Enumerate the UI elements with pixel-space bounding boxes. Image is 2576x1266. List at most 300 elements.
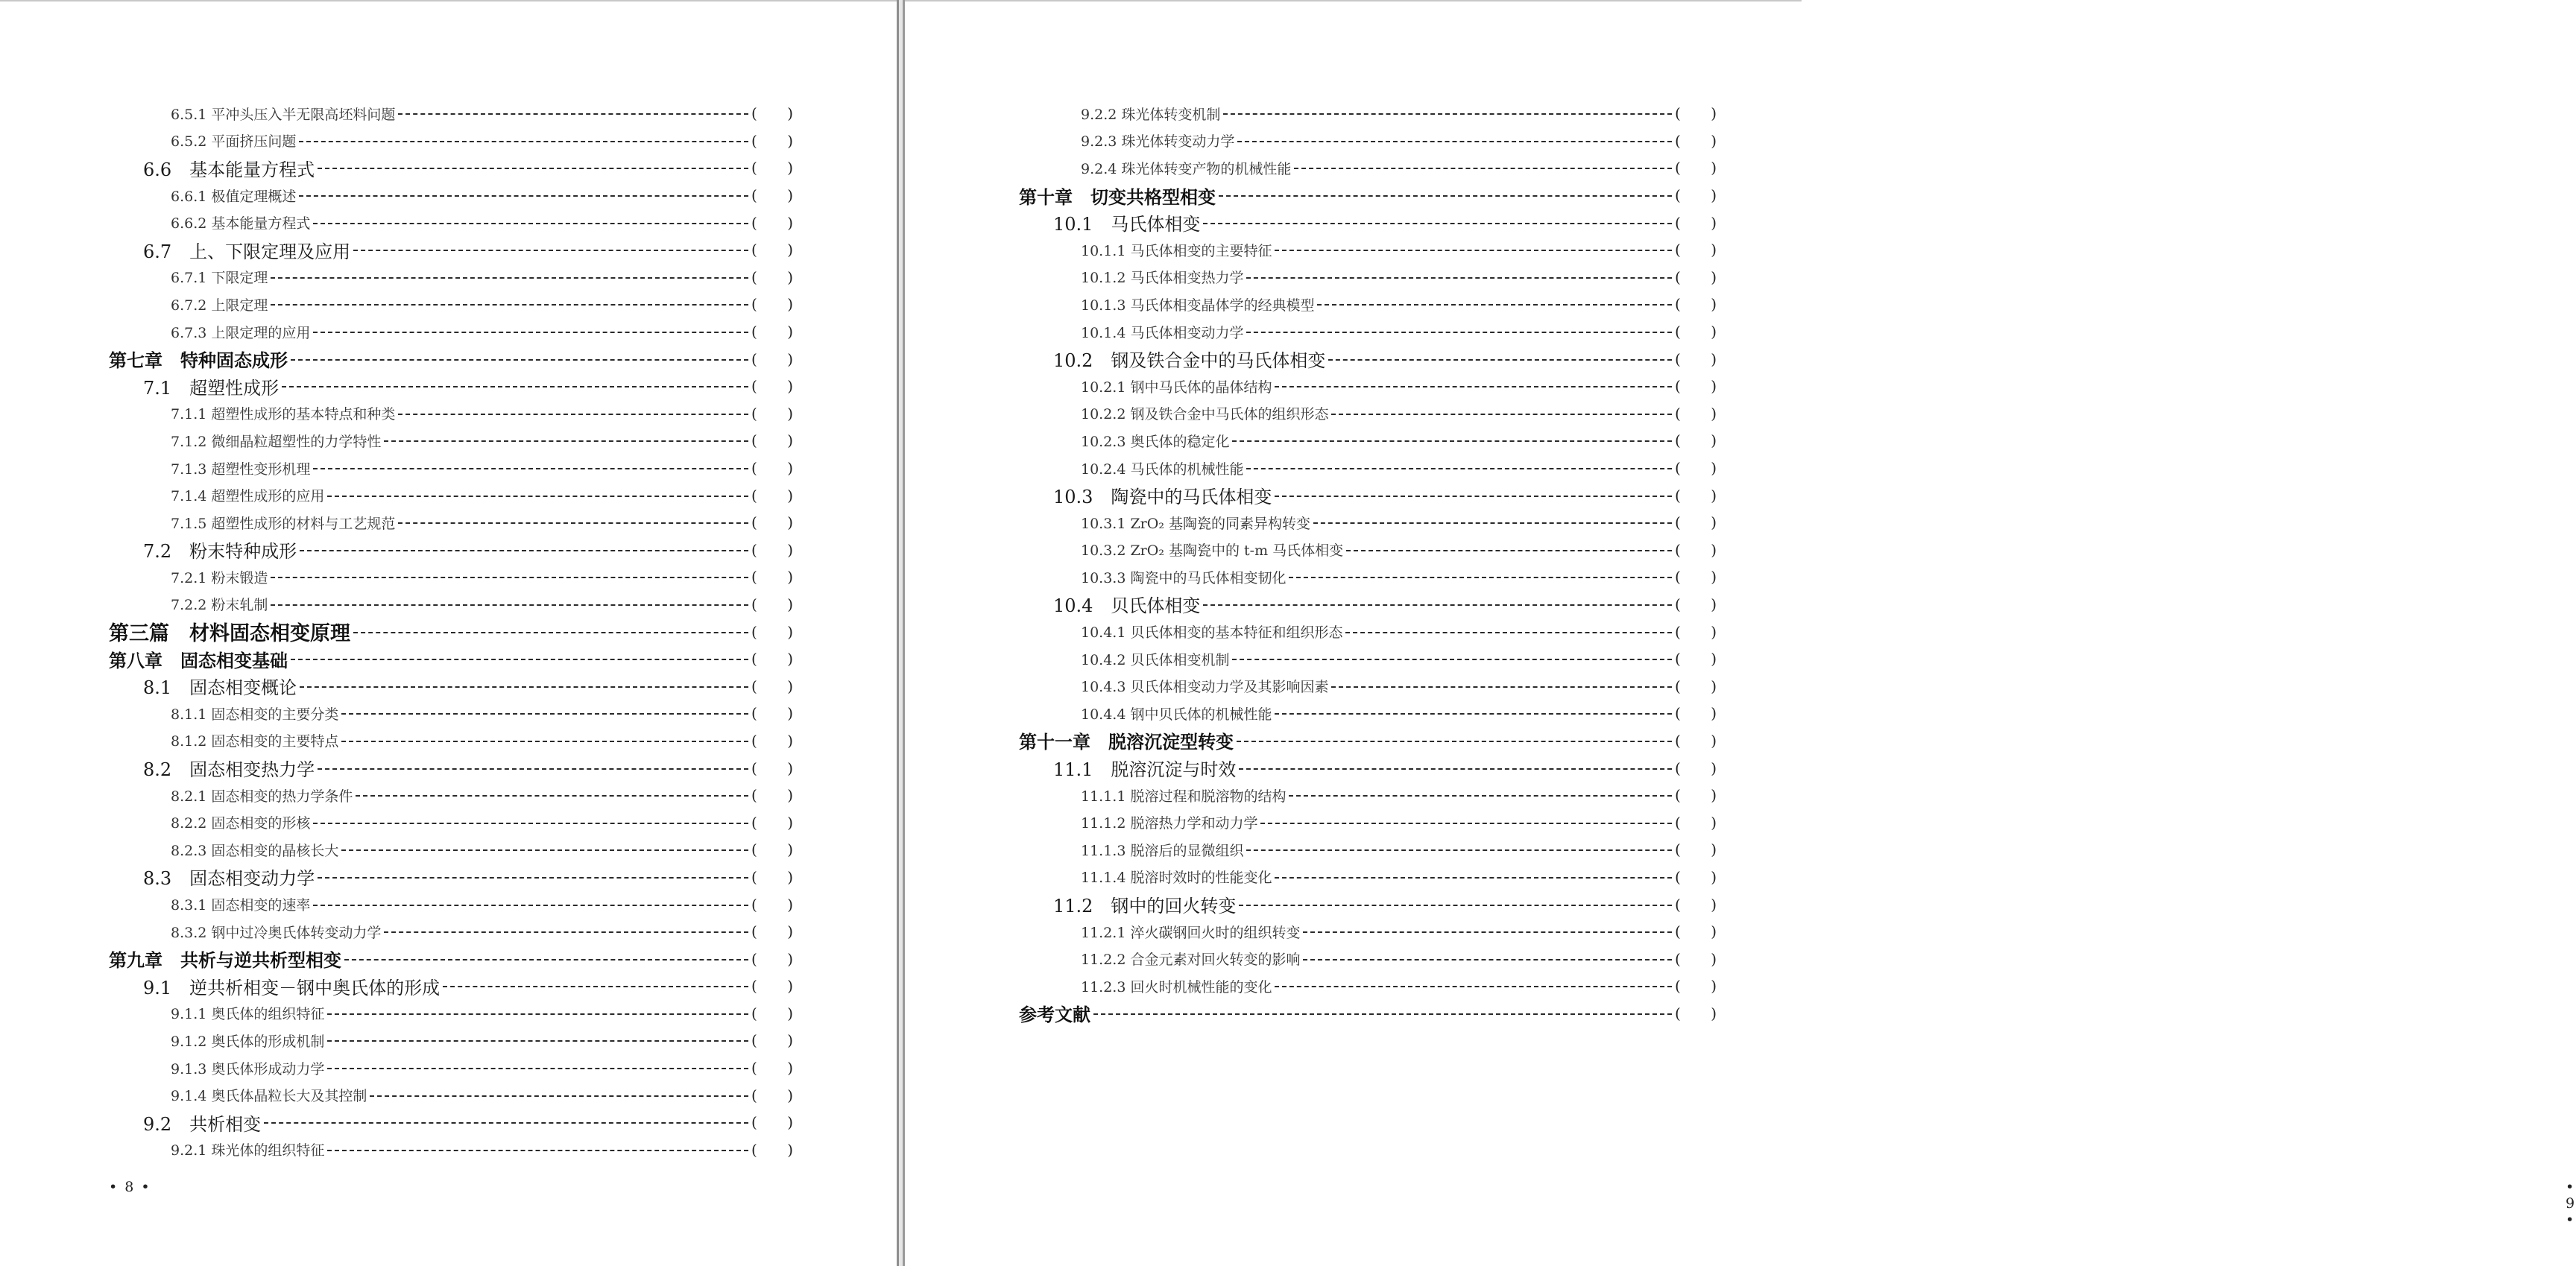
toc-entry-sub[interactable] xyxy=(1019,154,1717,182)
open-paren: ( xyxy=(1675,104,1681,123)
toc-entry-sub[interactable] xyxy=(1019,808,1717,836)
dash-leader xyxy=(291,359,748,361)
page-ref-placeholder xyxy=(1675,132,1717,150)
close-paren: ) xyxy=(787,895,793,914)
toc-entry-section[interactable] xyxy=(1019,591,1717,618)
toc-entry-chapter[interactable] xyxy=(1019,1000,1717,1028)
page-ref-placeholder xyxy=(751,350,793,368)
toc-entry-section[interactable] xyxy=(1019,890,1717,918)
close-paren: ) xyxy=(787,241,793,259)
toc-entry-section[interactable] xyxy=(109,672,793,700)
page-ref-placeholder xyxy=(751,104,793,122)
page-ref-placeholder xyxy=(1675,786,1717,804)
toc-entry-title: 11.2.1 淬火碳钢回火时的组织转变 xyxy=(1081,924,1301,941)
toc-entry-sub[interactable] xyxy=(109,1136,793,1164)
open-paren: ( xyxy=(1675,241,1681,259)
dash-leader xyxy=(1203,604,1672,606)
open-paren: ( xyxy=(751,595,757,613)
toc-entry-title: 第七章 特种固态成形 xyxy=(109,350,288,372)
page-ref-placeholder xyxy=(751,922,793,940)
toc-entry-sub[interactable] xyxy=(1019,700,1717,727)
toc-entry-sub[interactable] xyxy=(1019,618,1717,645)
page-ref-placeholder xyxy=(1675,623,1717,641)
open-paren: ( xyxy=(751,1113,757,1132)
open-paren: ( xyxy=(751,867,757,886)
toc-entry-sub[interactable] xyxy=(1019,864,1717,891)
open-paren: ( xyxy=(751,540,757,559)
close-paren: ) xyxy=(1711,431,1717,450)
dash-leader xyxy=(313,905,748,906)
open-paren: ( xyxy=(751,1086,757,1104)
toc-entry-sub[interactable] xyxy=(109,890,793,918)
dash-leader xyxy=(299,141,748,142)
toc-entry-sub[interactable] xyxy=(1019,672,1717,700)
close-paren: ) xyxy=(1711,104,1717,123)
close-paren: ) xyxy=(787,295,793,314)
page-ref-placeholder xyxy=(1675,568,1717,586)
close-paren: ) xyxy=(787,704,793,723)
toc-entry-title: 10.2.4 马氏体的机械性能 xyxy=(1081,460,1244,478)
close-paren: ) xyxy=(787,677,793,695)
toc-entry-sub[interactable] xyxy=(109,127,793,155)
close-paren: ) xyxy=(1711,513,1717,532)
toc-entry-title: 9.2.4 珠光体转变产物的机械性能 xyxy=(1081,160,1292,177)
page-top-border xyxy=(905,0,1802,1)
open-paren: ( xyxy=(751,323,757,341)
close-paren: ) xyxy=(787,213,793,232)
open-paren: ( xyxy=(751,431,757,450)
open-paren: ( xyxy=(751,377,757,396)
toc-entry-section[interactable] xyxy=(1019,345,1717,373)
toc-entry-title: 第八章 固态相变基础 xyxy=(109,650,288,671)
open-paren: ( xyxy=(1675,922,1681,941)
toc-entry-sub[interactable] xyxy=(1019,509,1717,537)
toc-entry-sub[interactable] xyxy=(109,918,793,946)
toc-entry-title: 10.1.4 马氏体相变动力学 xyxy=(1081,324,1244,341)
page-ref-placeholder xyxy=(751,1004,793,1022)
dash-leader xyxy=(1275,877,1672,879)
toc-entry-title: 7.1.4 超塑性成形的应用 xyxy=(171,488,325,505)
page-ref-placeholder xyxy=(1675,541,1717,559)
page-ref-placeholder xyxy=(751,1113,793,1131)
close-paren: ) xyxy=(1711,813,1717,832)
dash-leader xyxy=(318,168,748,169)
close-paren: ) xyxy=(1711,595,1717,613)
open-paren: ( xyxy=(751,295,757,314)
toc-entry-sub[interactable] xyxy=(1019,945,1717,972)
toc-entry-section[interactable] xyxy=(1019,481,1717,509)
toc-entry-sub[interactable] xyxy=(109,209,793,236)
dash-leader xyxy=(1093,1013,1672,1015)
dash-leader xyxy=(1345,632,1672,633)
close-paren: ) xyxy=(787,1140,793,1159)
page-ref-placeholder xyxy=(751,704,793,722)
close-paren: ) xyxy=(1711,213,1717,232)
page-ref-placeholder xyxy=(1675,922,1717,940)
toc-entry-chapter[interactable] xyxy=(109,345,793,373)
page-ref-placeholder xyxy=(751,786,793,804)
page-ref-placeholder xyxy=(751,377,793,395)
dash-leader xyxy=(271,277,748,279)
close-paren: ) xyxy=(1711,977,1717,996)
page-ref-placeholder xyxy=(1675,650,1717,668)
dash-leader xyxy=(271,577,748,578)
open-paren: ( xyxy=(751,622,757,641)
toc-entry-section[interactable] xyxy=(1019,209,1717,236)
page-ref-placeholder xyxy=(751,1141,793,1159)
toc-entry-sub[interactable] xyxy=(109,455,793,482)
toc-entry-sub[interactable] xyxy=(109,481,793,509)
toc-entry-section[interactable] xyxy=(109,236,793,264)
close-paren: ) xyxy=(787,323,793,341)
toc-entry-title: 第三篇 材料固态相变原理 xyxy=(109,622,350,646)
toc-entry-title: 11.1.2 脱溶热力学和动力学 xyxy=(1081,815,1258,832)
toc-entry-title: 11.2.2 合金元素对回火转变的影响 xyxy=(1081,952,1301,969)
toc-entry-title: 8.1.1 固态相变的主要分类 xyxy=(171,706,339,723)
open-paren: ( xyxy=(1675,268,1681,286)
open-paren: ( xyxy=(1675,349,1681,368)
open-paren: ( xyxy=(1675,377,1681,396)
dash-leader xyxy=(1275,386,1672,387)
page-ref-placeholder xyxy=(1675,377,1717,395)
dash-leader xyxy=(1246,332,1672,333)
open-paren: ( xyxy=(1675,213,1681,232)
toc-entry-title: 10.2.2 钢及铁合金中马氏体的组织形态 xyxy=(1081,406,1329,423)
close-paren: ) xyxy=(787,404,793,422)
toc-entry-sub[interactable] xyxy=(1019,537,1717,564)
toc-entry-sub[interactable] xyxy=(109,427,793,455)
dash-leader xyxy=(313,823,748,824)
page-ref-placeholder xyxy=(1675,868,1717,886)
toc-entry-section[interactable] xyxy=(109,972,793,1000)
page-ref-placeholder xyxy=(1675,186,1717,204)
page-ref-placeholder xyxy=(751,1059,793,1077)
close-paren: ) xyxy=(1711,759,1717,777)
dash-leader xyxy=(370,1095,748,1097)
page-ref-placeholder xyxy=(1675,513,1717,531)
open-paren: ( xyxy=(751,841,757,859)
page-ref-placeholder xyxy=(751,950,793,968)
toc-entry-sub[interactable] xyxy=(1019,264,1717,291)
toc-entry-sub[interactable] xyxy=(109,509,793,537)
toc-entry-sub[interactable] xyxy=(1019,972,1717,1000)
page-ref-placeholder xyxy=(751,732,793,750)
close-paren: ) xyxy=(787,268,793,286)
close-paren: ) xyxy=(787,841,793,859)
toc-entry-section[interactable] xyxy=(109,754,793,782)
page-ref-placeholder xyxy=(751,868,793,886)
page-ref-placeholder xyxy=(751,186,793,204)
page-ref-placeholder xyxy=(1675,459,1717,477)
dash-leader xyxy=(1237,141,1672,142)
open-paren: ( xyxy=(751,949,757,968)
dash-leader xyxy=(1232,440,1672,442)
close-paren: ) xyxy=(1711,349,1717,368)
dash-leader xyxy=(327,1040,748,1042)
toc-entry-title: 9.2.3 珠光体转变动力学 xyxy=(1081,133,1235,151)
toc-entry-section[interactable] xyxy=(109,864,793,891)
dash-leader xyxy=(1275,250,1672,251)
toc-entry-title: 10.1.1 马氏体相变的主要特征 xyxy=(1081,242,1272,259)
toc-entry-sub[interactable] xyxy=(1019,563,1717,591)
open-paren: ( xyxy=(751,786,757,805)
dash-leader xyxy=(327,496,748,497)
toc-entry-title: 9.1 逆共析相变－钢中奥氏体的形成 xyxy=(143,977,441,998)
open-paren: ( xyxy=(751,1004,757,1022)
dash-leader xyxy=(313,332,748,333)
toc-entry-title: 8.2 固态相变热力学 xyxy=(143,759,315,781)
toc-entry-sub[interactable] xyxy=(109,563,793,591)
dash-leader xyxy=(356,795,748,797)
dash-leader xyxy=(398,113,748,115)
toc-entry-sub[interactable] xyxy=(109,318,793,346)
toc-entry-sub[interactable] xyxy=(109,727,793,755)
toc-entry-section[interactable] xyxy=(109,1109,793,1136)
open-paren: ( xyxy=(1675,841,1681,859)
right-page xyxy=(905,0,2576,1266)
open-paren: ( xyxy=(751,650,757,668)
toc-entry-title: 8.1.2 固态相变的主要特点 xyxy=(171,733,339,750)
close-paren: ) xyxy=(787,977,793,996)
toc-entry-sub[interactable] xyxy=(109,400,793,428)
toc-entry-sub[interactable] xyxy=(109,782,793,809)
page-ref-placeholder xyxy=(1675,487,1717,504)
toc-entry-sub[interactable] xyxy=(1019,455,1717,482)
toc-entry-title: 9.1.4 奥氏体晶粒长大及其控制 xyxy=(171,1088,367,1105)
toc-entry-sub[interactable] xyxy=(1019,127,1717,155)
toc-entry-title: 10.2.1 钢中马氏体的晶体结构 xyxy=(1081,379,1272,396)
page-ref-placeholder xyxy=(751,677,793,695)
open-paren: ( xyxy=(1675,404,1681,422)
open-paren: ( xyxy=(1675,459,1681,478)
page-ref-placeholder xyxy=(751,459,793,477)
open-paren: ( xyxy=(1675,486,1681,504)
toc-entry-section[interactable] xyxy=(1019,754,1717,782)
toc-list-right xyxy=(1019,100,1717,1027)
page-ref-placeholder xyxy=(1675,977,1717,995)
close-paren: ) xyxy=(787,159,793,177)
close-paren: ) xyxy=(787,349,793,368)
dash-leader xyxy=(1275,713,1672,715)
page-ref-placeholder xyxy=(751,977,793,995)
left-page xyxy=(0,0,897,1266)
toc-entry-title: 6.7.3 上限定理的应用 xyxy=(171,324,311,341)
open-paren: ( xyxy=(751,1031,757,1050)
toc-entry-sub[interactable] xyxy=(109,291,793,318)
close-paren: ) xyxy=(1711,404,1717,422)
toc-entry-title: 9.2.2 珠光体转变机制 xyxy=(1081,106,1221,123)
close-paren: ) xyxy=(787,1004,793,1022)
page-ref-placeholder xyxy=(751,623,793,641)
close-paren: ) xyxy=(1711,867,1717,886)
toc-entry-sub[interactable] xyxy=(1019,645,1717,673)
open-paren: ( xyxy=(1675,159,1681,177)
open-paren: ( xyxy=(1675,895,1681,914)
open-paren: ( xyxy=(751,977,757,996)
page-ref-placeholder xyxy=(751,513,793,531)
close-paren: ) xyxy=(787,377,793,396)
page-ref-placeholder xyxy=(1675,704,1717,722)
dash-leader xyxy=(1289,577,1672,578)
dash-leader xyxy=(1294,168,1672,169)
toc-entry-title: 11.2 钢中的回火转变 xyxy=(1053,896,1237,917)
open-paren: ( xyxy=(751,349,757,368)
toc-entry-title: 6.6.1 极值定理概述 xyxy=(171,188,297,205)
toc-entry-sub[interactable] xyxy=(1019,318,1717,346)
toc-entry-title: 第十一章 脱溶沉淀型转变 xyxy=(1019,732,1234,753)
open-paren: ( xyxy=(751,104,757,123)
toc-entry-title: 11.1.4 脱溶时效时的性能变化 xyxy=(1081,870,1272,887)
dash-leader xyxy=(1317,304,1672,306)
toc-entry-title: 9.2.1 珠光体的组织特征 xyxy=(171,1142,325,1159)
close-paren: ) xyxy=(1711,841,1717,859)
toc-entry-sub[interactable] xyxy=(1019,918,1717,946)
dash-leader xyxy=(327,1150,748,1151)
toc-entry-title: 9.1.2 奥氏体的形成机制 xyxy=(171,1033,325,1050)
open-paren: ( xyxy=(751,459,757,478)
toc-entry-sub[interactable] xyxy=(1019,782,1717,809)
dash-leader xyxy=(1313,522,1672,524)
toc-entry-chapter[interactable] xyxy=(1019,182,1717,209)
page-ref-placeholder xyxy=(751,268,793,286)
open-paren: ( xyxy=(1675,867,1681,886)
toc-entry-sub[interactable] xyxy=(109,1027,793,1054)
close-paren: ) xyxy=(1711,486,1717,504)
toc-entry-title: 7.1 超塑性成形 xyxy=(143,377,280,399)
toc-entry-title: 10.3.1 ZrO₂ 基陶瓷的同素异构转变 xyxy=(1081,515,1310,532)
toc-entry-sub[interactable] xyxy=(1019,836,1717,864)
dash-leader xyxy=(1331,414,1672,415)
toc-entry-title: 6.7.1 下限定理 xyxy=(171,270,268,287)
page-ref-placeholder xyxy=(751,159,793,177)
close-paren: ) xyxy=(1711,131,1717,150)
toc-entry-part[interactable] xyxy=(109,618,793,645)
open-paren: ( xyxy=(751,486,757,504)
page-ref-placeholder xyxy=(751,759,793,777)
page-ref-placeholder xyxy=(1675,950,1717,968)
page-ref-placeholder xyxy=(1675,295,1717,313)
toc-entry-sub[interactable] xyxy=(109,700,793,727)
toc-entry-title: 10.2 钢及铁合金中的马氏体相变 xyxy=(1053,350,1326,372)
dash-leader xyxy=(327,1068,748,1069)
toc-entry-sub[interactable] xyxy=(109,1081,793,1109)
close-paren: ) xyxy=(1711,922,1717,941)
dash-leader xyxy=(1219,195,1672,197)
toc-entry-sub[interactable] xyxy=(1019,400,1717,428)
toc-entry-sub[interactable] xyxy=(109,182,793,209)
close-paren: ) xyxy=(787,431,793,450)
open-paren: ( xyxy=(751,159,757,177)
dash-leader xyxy=(291,659,748,660)
toc-entry-title: 8.3 固态相变动力学 xyxy=(143,868,315,890)
dash-leader xyxy=(1246,468,1672,469)
dash-leader xyxy=(1260,823,1672,824)
close-paren: ) xyxy=(787,759,793,777)
toc-entry-sub[interactable] xyxy=(1019,373,1717,400)
toc-entry-sub[interactable] xyxy=(109,591,793,618)
toc-entry-title: 10.1.2 马氏体相变热力学 xyxy=(1081,270,1244,287)
toc-entry-sub[interactable] xyxy=(1019,291,1717,318)
toc-entry-title: 10.3.2 ZrO₂ 基陶瓷中的 t-m 马氏体相变 xyxy=(1081,542,1344,560)
toc-entry-section[interactable] xyxy=(109,373,793,400)
close-paren: ) xyxy=(1711,540,1717,559)
toc-entry-sub[interactable] xyxy=(109,808,793,836)
toc-entry-title: 11.1.1 脱溶过程和脱溶物的结构 xyxy=(1081,788,1287,805)
page-ref-placeholder xyxy=(751,132,793,150)
open-paren: ( xyxy=(751,186,757,205)
close-paren: ) xyxy=(787,104,793,123)
dash-leader xyxy=(300,686,748,688)
close-paren: ) xyxy=(1711,1004,1717,1022)
page-ref-placeholder xyxy=(1675,405,1717,422)
open-paren: ( xyxy=(751,704,757,723)
page-ref-placeholder xyxy=(1675,214,1717,232)
toc-entry-chapter[interactable] xyxy=(1019,727,1717,755)
close-paren: ) xyxy=(1711,568,1717,586)
dash-leader xyxy=(318,877,748,879)
toc-entry-title: 10.1.3 马氏体相变晶体学的经典模型 xyxy=(1081,297,1315,314)
open-paren: ( xyxy=(1675,704,1681,723)
dash-leader xyxy=(313,223,748,224)
close-paren: ) xyxy=(787,1086,793,1104)
toc-entry-title: 6.5.1 平冲头压入半无限高坯料问题 xyxy=(171,106,396,123)
dash-leader xyxy=(1237,741,1672,742)
dash-leader xyxy=(264,1122,748,1124)
open-paren: ( xyxy=(751,404,757,422)
toc-entry-chapter[interactable] xyxy=(109,945,793,972)
toc-entry-title: 第九章 共析与逆共析型相变 xyxy=(109,950,341,972)
dash-leader xyxy=(1239,768,1672,770)
dash-leader xyxy=(271,304,748,306)
close-paren: ) xyxy=(1711,377,1717,396)
toc-entry-title: 6.7 上、下限定理及应用 xyxy=(143,241,351,262)
toc-entry-title: 7.1.3 超塑性变形机理 xyxy=(171,460,311,478)
dash-leader xyxy=(1223,113,1672,115)
toc-entry-sub[interactable] xyxy=(1019,236,1717,264)
page-ref-placeholder xyxy=(1675,159,1717,177)
close-paren: ) xyxy=(1711,268,1717,286)
dash-leader xyxy=(1331,686,1672,688)
toc-entry-sub[interactable] xyxy=(1019,100,1717,127)
close-paren: ) xyxy=(1711,731,1717,750)
toc-entry-title: 10.1 马氏体相变 xyxy=(1053,214,1201,235)
page-number: • 8 • xyxy=(109,1179,151,1195)
page-ref-placeholder xyxy=(751,214,793,232)
toc-entry-section[interactable] xyxy=(109,537,793,564)
toc-entry-section[interactable] xyxy=(109,154,793,182)
close-paren: ) xyxy=(787,186,793,205)
close-paren: ) xyxy=(787,1059,793,1077)
dash-leader xyxy=(1239,905,1672,906)
page-ref-placeholder xyxy=(1675,431,1717,449)
toc-entry-sub[interactable] xyxy=(109,100,793,127)
dash-leader xyxy=(327,1013,748,1015)
close-paren: ) xyxy=(787,131,793,150)
toc-entry-sub[interactable] xyxy=(109,264,793,291)
page-ref-placeholder xyxy=(1675,241,1717,259)
close-paren: ) xyxy=(787,486,793,504)
close-paren: ) xyxy=(1711,677,1717,695)
toc-entry-sub[interactable] xyxy=(1019,427,1717,455)
open-paren: ( xyxy=(1675,513,1681,532)
page-ref-placeholder xyxy=(1675,759,1717,777)
toc-entry-chapter[interactable] xyxy=(109,645,793,673)
toc-entry-sub[interactable] xyxy=(109,1054,793,1082)
open-paren: ( xyxy=(1675,813,1681,832)
toc-entry-sub[interactable] xyxy=(109,836,793,864)
toc-entry-sub[interactable] xyxy=(109,1000,793,1028)
close-paren: ) xyxy=(1711,186,1717,205)
